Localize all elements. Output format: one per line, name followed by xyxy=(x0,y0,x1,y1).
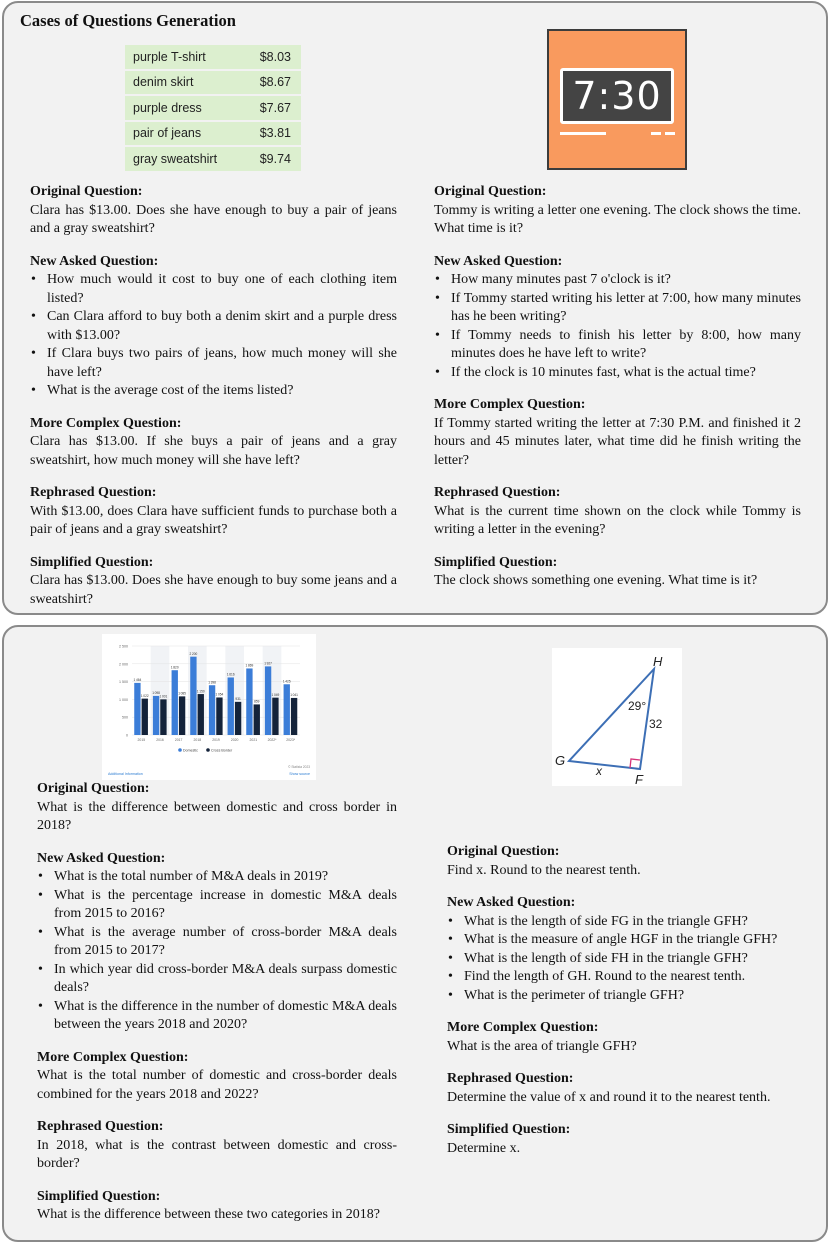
chart-x-tick-label: 2019 xyxy=(212,738,220,742)
chart-data-label: 1 001 xyxy=(159,694,168,699)
original-question: Clara has $13.00. Does she have enough to buy a pair of jeans and a gray sweatshirt? xyxy=(30,202,397,236)
simplified-heading: Simplified Question: xyxy=(37,1188,161,1204)
new-asked-list xyxy=(434,271,801,382)
case-clothing xyxy=(30,183,397,623)
chart-footer-right: Show source xyxy=(289,772,310,776)
label-h: H xyxy=(653,654,663,669)
chart-x-tick-label: 2015 xyxy=(137,738,146,742)
chart-bar xyxy=(272,698,278,735)
chart-data-label: 1 049 xyxy=(271,692,280,697)
clock-bar-right-a xyxy=(651,132,661,135)
chart-x-tick-label: 2016 xyxy=(156,738,164,742)
legend-label: Domestic xyxy=(183,748,198,753)
legend-marker xyxy=(206,748,210,752)
list-item: • What is the average cost of the items listed? xyxy=(30,382,397,401)
simplified-heading: Simplified Question: xyxy=(30,554,154,570)
chart-y-tick-label: 2 000 xyxy=(119,662,128,667)
chart-x-tick-label: 2022* xyxy=(267,738,277,742)
chart-bar xyxy=(134,683,140,735)
list-item: • If the clock is 10 minutes fast, what is the actual time? xyxy=(434,364,801,383)
chart-legend xyxy=(178,748,233,752)
clock-bar-right-b xyxy=(665,132,675,135)
original-question: Find x. Round to the nearest tenth. xyxy=(447,862,641,878)
item-price: $3.81 xyxy=(243,122,301,146)
price-table xyxy=(125,43,301,173)
rephrased-heading: Rephrased Question: xyxy=(434,485,561,500)
label-g: G xyxy=(555,753,566,768)
item-price: $7.67 xyxy=(243,96,301,120)
chart-bar xyxy=(246,668,252,735)
chart-bar xyxy=(153,696,159,735)
list-item: • What is the length of side FH in the triangle GFH? xyxy=(447,950,802,969)
original-heading: Original Question: xyxy=(30,184,143,199)
chart-data-label: 1 150 xyxy=(196,689,205,694)
rephrased-question: What is the current time shown on the clock while Tommy is writing a letter in the evening? xyxy=(434,503,801,537)
table-row xyxy=(125,45,301,69)
list-item: • What is the length of side FG in the triangle GFH? xyxy=(447,913,802,932)
chart-x-tick-label: 2021 xyxy=(249,738,258,742)
chart-data-label: 1 616 xyxy=(226,672,235,677)
chart-bar xyxy=(160,699,166,735)
new-asked-heading: New Asked Question: xyxy=(447,895,576,910)
simplified-heading: Simplified Question: xyxy=(447,1122,571,1137)
legend-label: Cross Border xyxy=(211,748,233,753)
chart-data-label: 1 820 xyxy=(170,665,179,670)
page-title: Cases of Questions Generation xyxy=(20,11,236,30)
list-item: • What is the difference in the number of domestic M&A deals between the years 2018 and 2020? xyxy=(37,998,397,1035)
chart-y-tick-label: 2 500 xyxy=(119,644,128,649)
chart-x-tick-label: 2017 xyxy=(174,738,183,742)
side-label: 32 xyxy=(649,717,663,731)
more-complex-heading: More Complex Question: xyxy=(30,415,182,431)
chart-bar xyxy=(254,704,260,735)
label-f: F xyxy=(635,772,643,786)
triangle-svg xyxy=(552,648,682,786)
item-price: $8.03 xyxy=(243,45,301,69)
chart-y-tick-label: 500 xyxy=(122,715,128,720)
simplified-question: Determine x. xyxy=(447,1140,521,1156)
x-label: x xyxy=(596,764,602,778)
list-item: • What is the measure of angle HGF in the triangle GFH? xyxy=(447,931,802,950)
new-asked-heading: New Asked Question: xyxy=(30,253,159,269)
chart-data-label: 1 041 xyxy=(290,693,298,698)
chart-data-label: 1 869 xyxy=(245,663,254,668)
table-row xyxy=(125,122,301,146)
more-complex-question: What is the total number of domestic and cross-border deals combined for the years 2018 and 2022? xyxy=(37,1068,397,1102)
clock-display: 7:30 xyxy=(560,68,674,124)
chart-bar xyxy=(284,684,290,735)
table-row xyxy=(125,147,301,171)
chart-bar xyxy=(142,699,148,735)
more-complex-question: Clara has $13.00. If she buys a pair of jeans and a gray sweatshirt, how much money will she have left? xyxy=(30,434,397,468)
original-question: What is the difference between domestic and cross border in 2018? xyxy=(37,799,397,833)
chart-y-tick-label: 0 xyxy=(126,733,128,738)
simplified-question: The clock shows something one evening. What time is it? xyxy=(434,573,758,588)
simplified-question: Clara has $13.00. Does she have enough to buy some jeans and a sweatshirt? xyxy=(30,573,397,607)
item-price: $8.67 xyxy=(243,71,301,95)
digital-clock-image xyxy=(547,29,687,170)
chart-data-label: 1 425 xyxy=(282,679,291,684)
original-question: Tommy is writing a letter one evening. The clock shows the time. What time is it? xyxy=(434,202,801,236)
list-item: • Find the length of GH. Round to the nearest tenth. xyxy=(447,968,802,987)
new-asked-list xyxy=(30,271,397,401)
chart-bar xyxy=(179,696,185,735)
chart-data-label: 2 200 xyxy=(189,651,198,656)
list-item: • How many minutes past 7 o'clock is it? xyxy=(434,271,801,290)
triangle-shape xyxy=(569,669,654,769)
chart-bar xyxy=(190,657,196,735)
more-complex-question: If Tommy started writing the letter at 7:30 P.M. and finished it 2 hours and 45 minutes later, what time did he finish writing the letter? xyxy=(434,415,801,468)
chart-data-label: 1 022 xyxy=(140,693,149,698)
list-item: • What is the total number of M&A deals in 2019? xyxy=(37,868,397,887)
chart-data-label: 1 398 xyxy=(208,680,216,685)
chart-background xyxy=(151,646,282,735)
angle-label: 29° xyxy=(628,699,647,713)
rephrased-question: Determine the value of x and round it to the nearest tenth. xyxy=(447,1089,771,1105)
case-clock xyxy=(434,183,801,605)
new-asked-heading: New Asked Question: xyxy=(37,850,166,866)
table-row xyxy=(125,96,301,120)
chart-x-tick-label: 2020 xyxy=(230,738,239,742)
chart-bar xyxy=(291,698,297,735)
list-item: • What is the percentage increase in domestic M&A deals from 2015 to 2016? xyxy=(37,887,397,924)
rephrased-heading: Rephrased Question: xyxy=(447,1071,574,1086)
item-name: denim skirt xyxy=(125,71,243,95)
list-item: • How much would it cost to buy one of each clothing item listed? xyxy=(30,271,397,308)
chart-footer-left: Additional Information xyxy=(108,772,143,776)
list-item: • If Clara buys two pairs of jeans, how much money will she have left? xyxy=(30,345,397,382)
list-item: • In which year did cross-border M&A deals surpass domestic deals? xyxy=(37,961,397,998)
chart-data-label: 931 xyxy=(235,697,241,702)
right-angle-marker xyxy=(630,759,640,768)
rephrased-question: With $13.00, does Clara have sufficient funds to purchase both a pair of jeans and a gray sweatshirt? xyxy=(30,503,397,537)
rephrased-heading: Rephrased Question: xyxy=(37,1119,164,1134)
chart-x-tick-label: 2023* xyxy=(286,738,296,742)
chart-credit: © Statista 2023 xyxy=(288,765,310,769)
original-heading: Original Question: xyxy=(37,781,150,796)
rephrased-heading: Rephrased Question: xyxy=(30,485,157,500)
simplified-question: What is the difference between these two categories in 2018? xyxy=(37,1207,380,1222)
original-heading: Original Question: xyxy=(434,184,547,199)
list-item: • If Tommy started writing his letter at 7:00, how many minutes has he been writing? xyxy=(434,290,801,327)
chart-data-label: 859 xyxy=(254,699,260,704)
chart-y-tick-label: 1 500 xyxy=(119,680,128,685)
simplified-heading: Simplified Question: xyxy=(434,554,558,570)
chart-bar xyxy=(198,694,204,735)
item-name: pair of jeans xyxy=(125,122,243,146)
more-complex-heading: More Complex Question: xyxy=(434,397,586,412)
triangle-figure xyxy=(552,648,682,786)
chart-data-label: 1 054 xyxy=(215,692,224,697)
chart-bar xyxy=(216,697,222,735)
chart-data-label: 1 085 xyxy=(178,691,186,696)
item-name: purple dress xyxy=(125,96,243,120)
item-name: gray sweatshirt xyxy=(125,147,243,171)
chart-data-label: 1 927 xyxy=(264,661,272,666)
new-asked-list xyxy=(447,913,802,1006)
chart-bar xyxy=(228,677,234,735)
legend-marker xyxy=(178,748,182,752)
chart-bar xyxy=(235,702,241,735)
chart-bar xyxy=(209,685,215,735)
chart-data-label: 1 464 xyxy=(133,678,142,683)
list-item: • Can Clara afford to buy both a denim skirt and a purple dress with $13.00? xyxy=(30,308,397,345)
chart-data-label: 1 098 xyxy=(152,691,160,696)
case-chart xyxy=(37,780,397,1239)
chart-bar xyxy=(172,670,178,735)
original-heading: Original Question: xyxy=(447,844,560,859)
item-price: $9.74 xyxy=(243,147,301,171)
more-complex-heading: More Complex Question: xyxy=(37,1049,189,1065)
table-row xyxy=(125,71,301,95)
bar-chart xyxy=(102,634,316,780)
chart-y-tick-label: 1 000 xyxy=(119,697,128,702)
rephrased-question: In 2018, what is the contrast between domestic and cross-border? xyxy=(37,1137,397,1171)
case-triangle xyxy=(447,843,802,1172)
chart-x-tick-label: 2018 xyxy=(193,738,202,742)
new-asked-heading: New Asked Question: xyxy=(434,253,563,269)
item-name: purple T-shirt xyxy=(125,45,243,69)
list-item: • What is the average number of cross-border M&A deals from 2015 to 2017? xyxy=(37,924,397,961)
new-asked-list xyxy=(37,868,397,1035)
more-complex-heading: More Complex Question: xyxy=(447,1020,599,1035)
bar-chart-card xyxy=(102,634,316,780)
more-complex-question: What is the area of triangle GFH? xyxy=(447,1038,637,1054)
clock-bar-left xyxy=(560,132,606,135)
list-item: • If Tommy needs to finish his letter by 8:00, how many minutes does he have left to write? xyxy=(434,327,801,364)
list-item: • What is the perimeter of triangle GFH? xyxy=(447,987,802,1006)
chart-bar xyxy=(265,666,271,735)
